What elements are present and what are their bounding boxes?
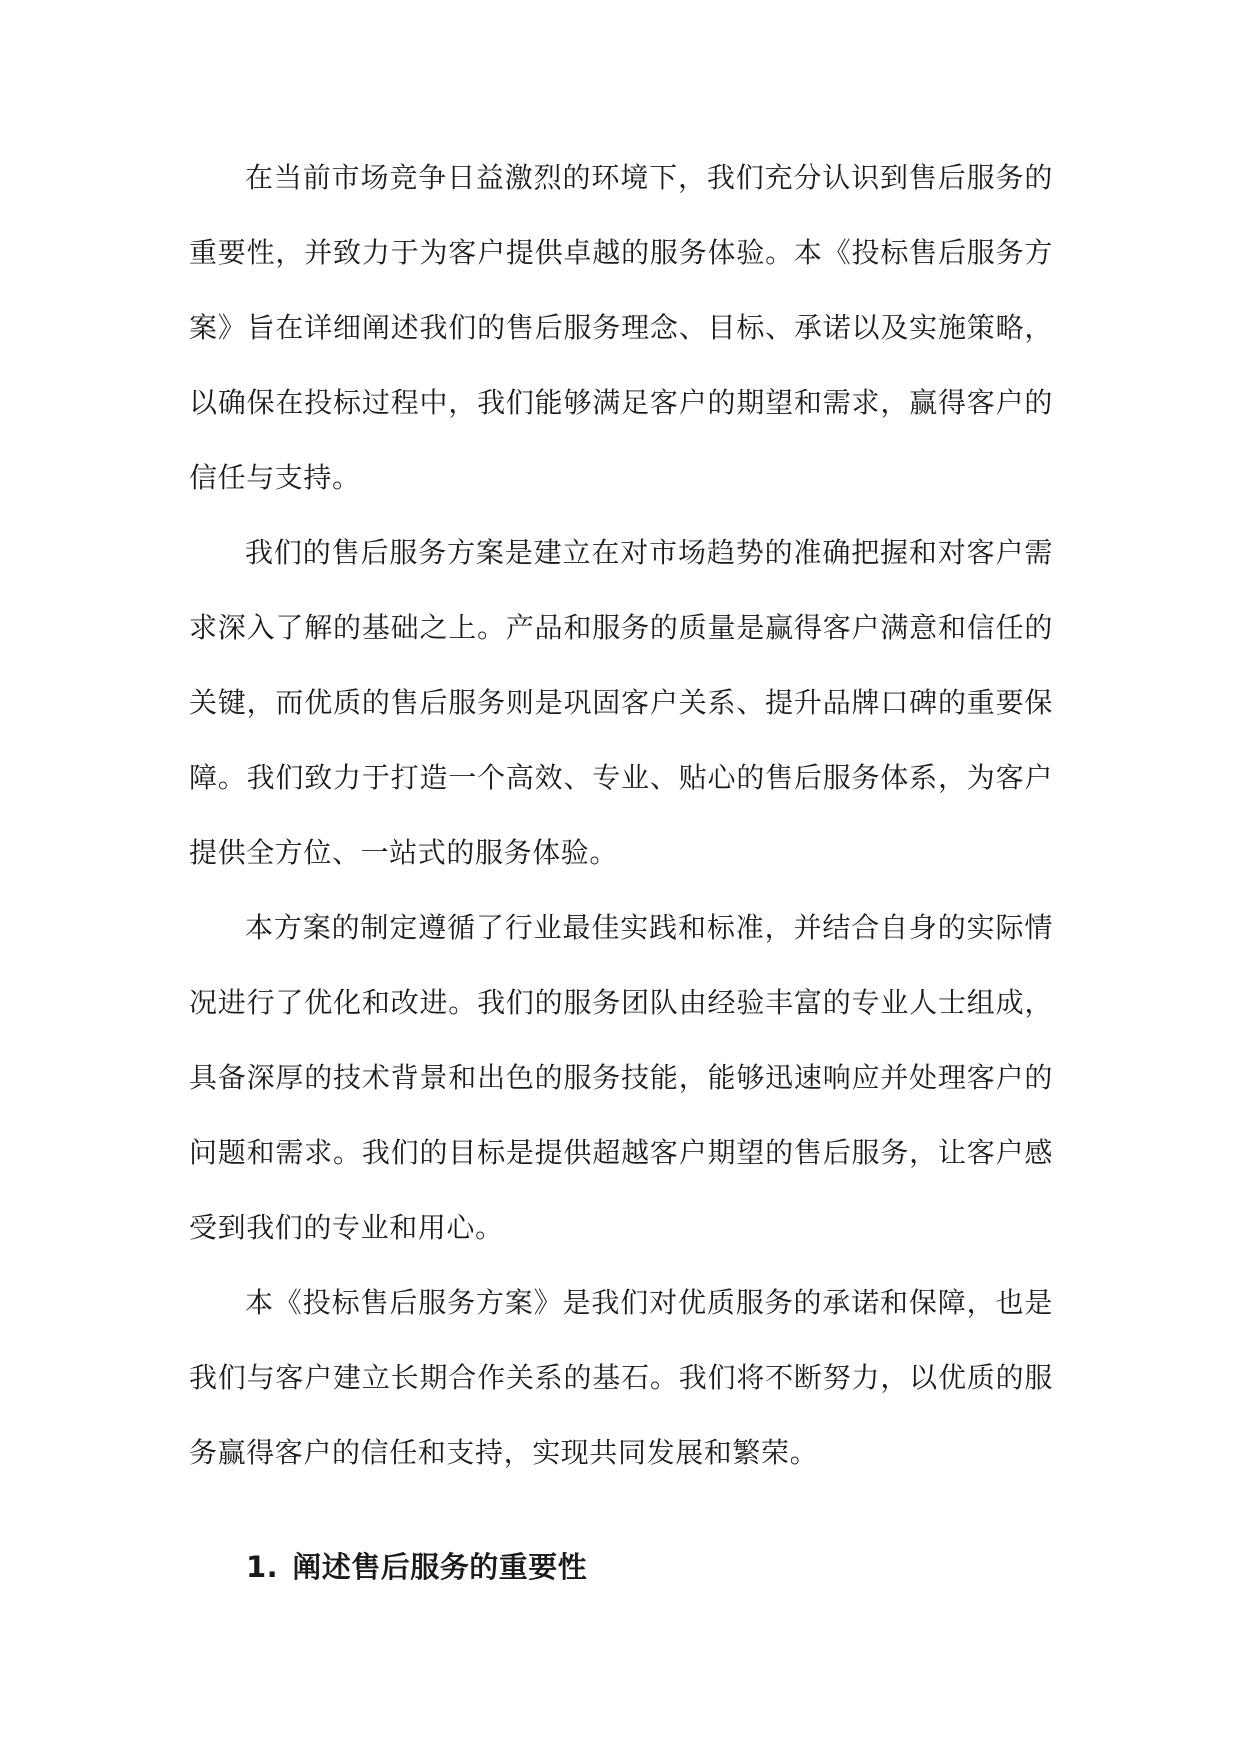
paragraph-team: 本方案的制定遵循了行业最佳实践和标准，并结合自身的实际情况进行了优化和改进。我们的服务团队由经验丰富的专业人士组成，具备深厚的技术背景和出色的服务技能，能够迅速响应并处理客户的问题和需求。我们的目标是提供超越客户期望的售后服务，让客户感受到我们的专业和用心。 [189, 911, 1053, 1244]
document-body [189, 140, 1053, 1490]
section-number: 1. [246, 1550, 279, 1584]
paragraph-commitment: 本《投标售后服务方案》是我们对优质服务的承诺和保障，也是我们与客户建立长期合作关系的基石。我们将不断努力，以优质的服务赢得客户的信任和支持，实现共同发展和繁荣。 [189, 1286, 1053, 1469]
paragraph-foundation: 我们的售后服务方案是建立在对市场趋势的准确把握和对客户需求深入了解的基础之上。产品和服务的质量是赢得客户满意和信任的关键，而优质的售后服务则是巩固客户关系、提升品牌口碑的重要保障。我们致力于打造一个高效、专业、贴心的售后服务体系，为客户提供全方位、一站式的服务体验。 [189, 536, 1053, 869]
section-title: 阐述售后服务的重要性 [292, 1550, 588, 1584]
paragraph-intro: 在当前市场竞争日益激烈的环境下，我们充分认识到售后服务的重要性，并致力于为客户提供卓越的服务体验。本《投标售后服务方案》旨在详细阐述我们的售后服务理念、目标、承诺以及实施策略，以确保在投标过程中，我们能够满足客户的期望和需求，赢得客户的信任与支持。 [189, 161, 1053, 494]
section-heading [246, 1547, 587, 1587]
